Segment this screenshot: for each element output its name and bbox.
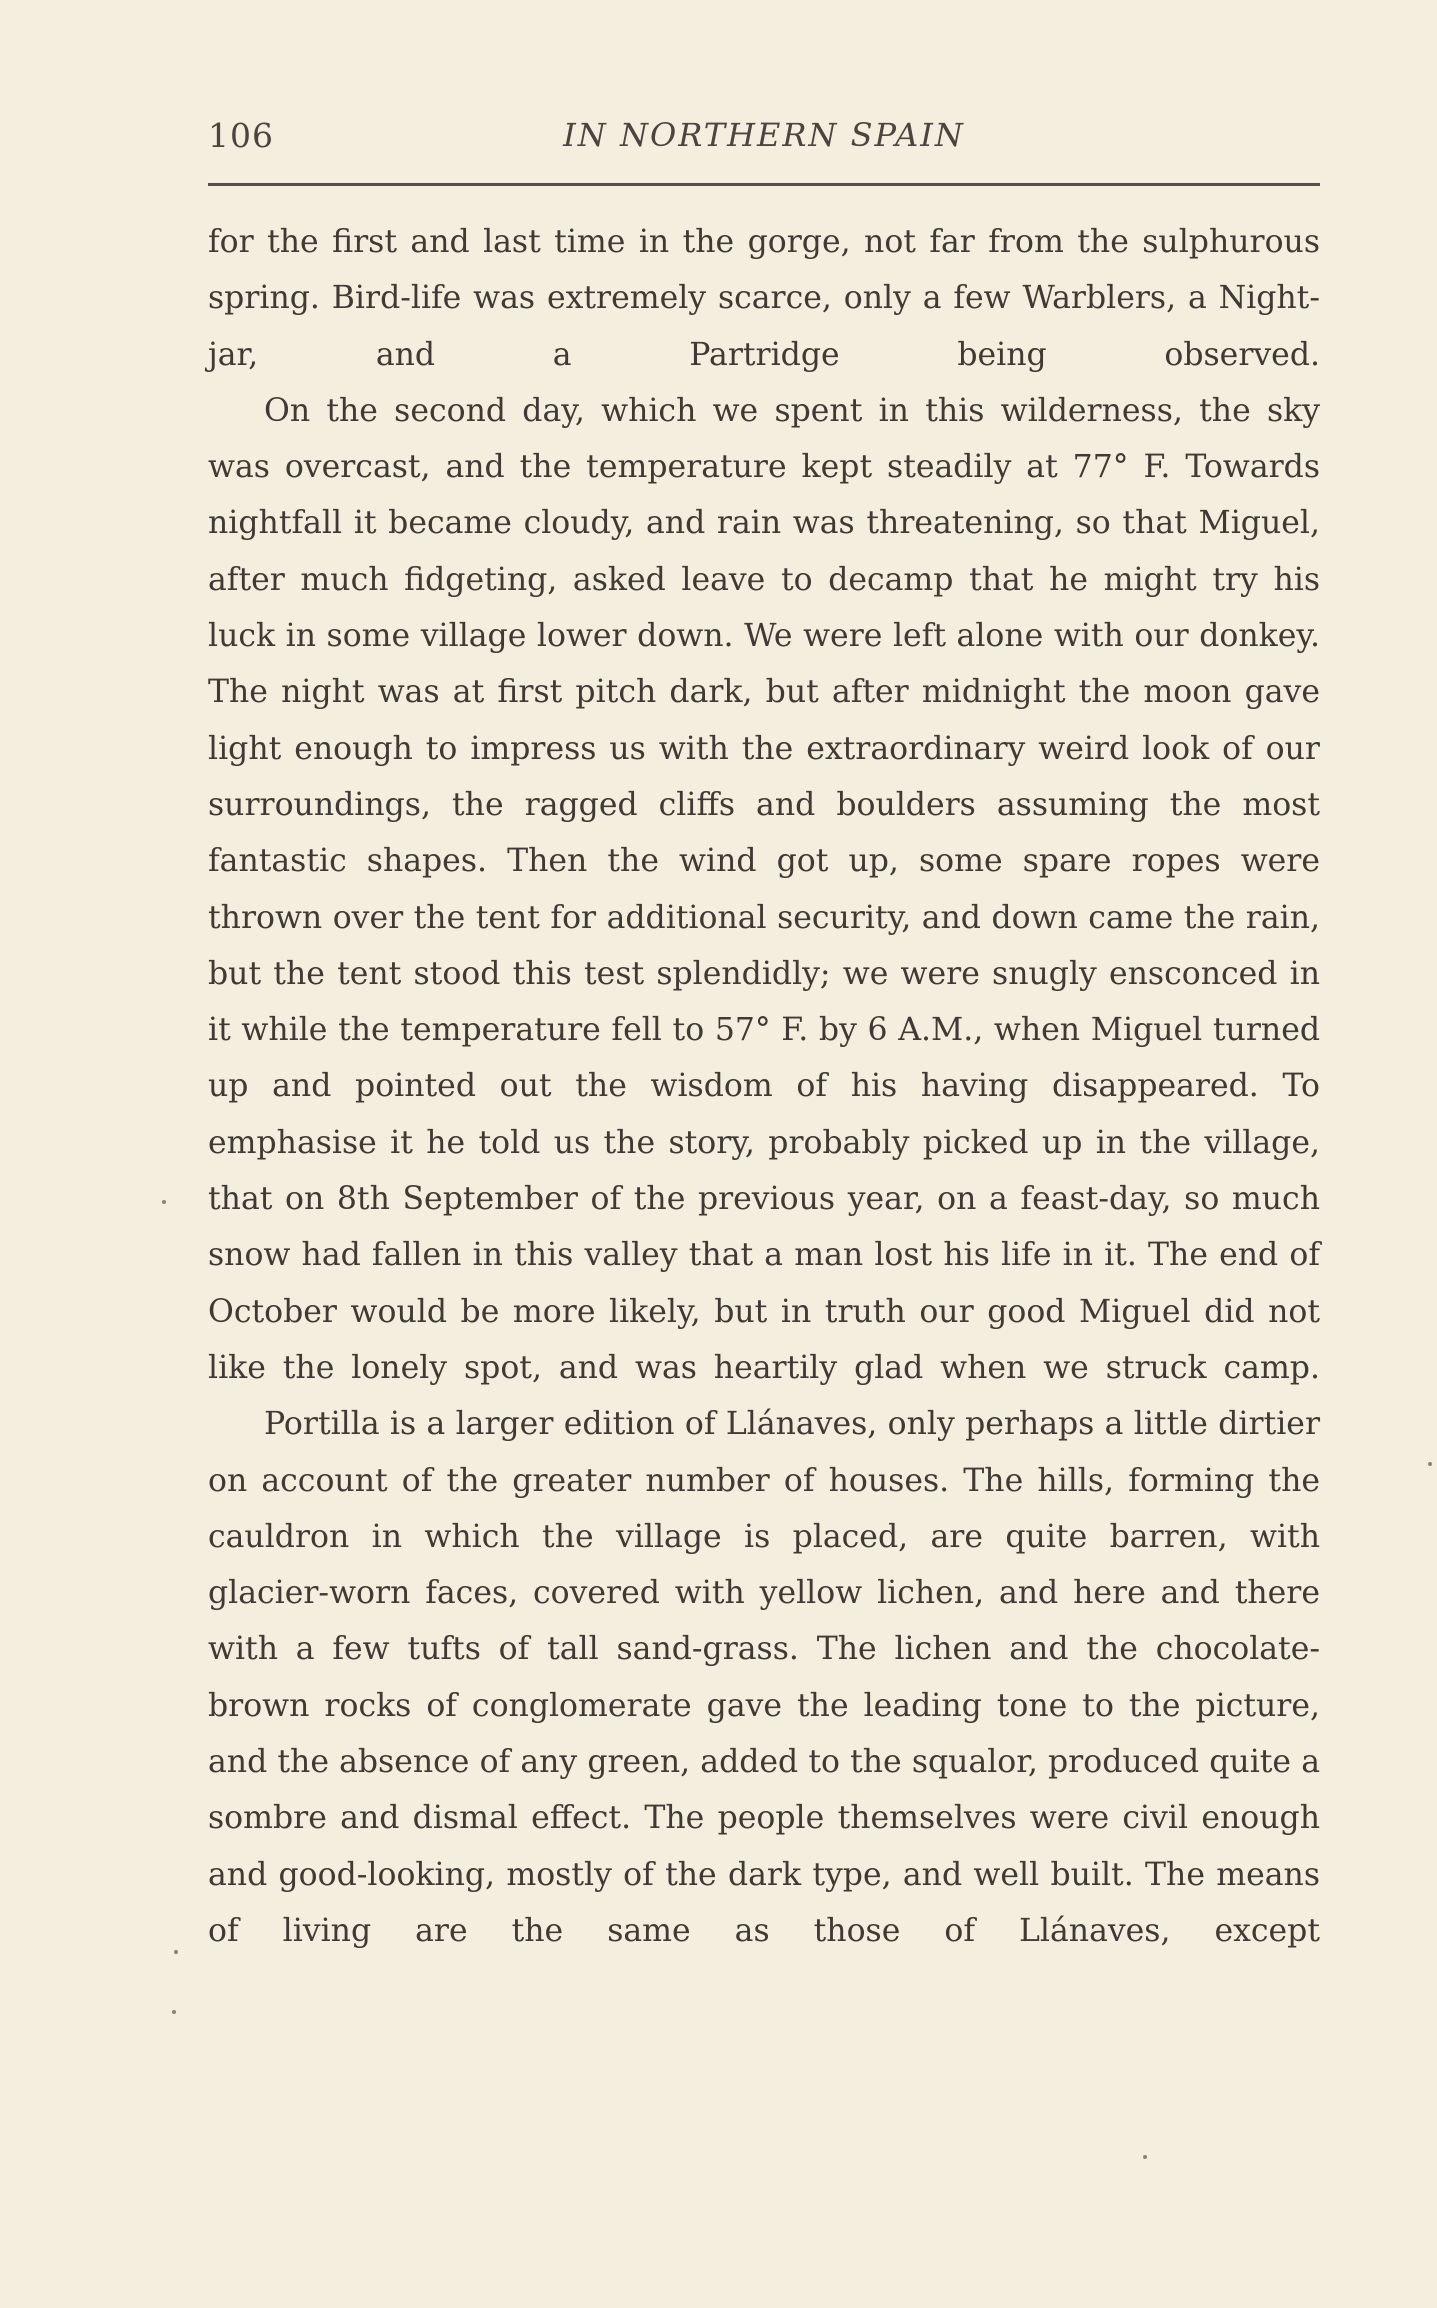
- page-number: 106: [208, 116, 274, 155]
- paper-speck: [174, 1950, 178, 1954]
- running-head: IN NORTHERN SPAIN: [563, 116, 965, 154]
- paragraph-2: On the second day, which we spent in this wilderness, the sky was overcast, and the temperature kept steadily at 77° F. Towards nightfall it became cloudy, and rain was threatening, so that Miguel, after much fidgeting, asked leave to decamp that he might try his luck in some village lower down. We were left alone with our donkey. The night was at first pitch dark, but after midnight the moon gave light enough to impress us with the extraordinary weird look of our surroundings, the ragged cliffs and boulders assuming the most fantastic shapes. Then the wind got up, some spare ropes were thrown over the tent for additional security, and down came the rain, but the tent stood this test splendidly; we were snugly ensconced in it while the temperature fell to 57° F. by 6 A.M., when Miguel turned up and pointed out the wisdom of his having disappeared. To emphasise it he told us the story, probably picked up in the village, that on 8th September of the previous year, on a feast-day, so much snow had fallen in this valley that a man lost his life in it. The end of October would be more likely, but in truth our good Miguel did not like the lonely spot, and was heartily glad when we struck camp.: [208, 392, 1320, 1386]
- paper-speck: [162, 1200, 166, 1204]
- paper-speck: [1428, 1462, 1432, 1466]
- paper-speck: [1143, 2155, 1147, 2159]
- body-text: [208, 214, 1320, 1959]
- header-rule: [208, 183, 1320, 186]
- paragraph-1: for the first and last time in the gorge, not far from the sulphurous spring. Bird-life was extremely scarce, only a few Warblers, a Night-jar, and a Partridge being observed.: [208, 224, 1320, 373]
- paragraph-3: Portilla is a larger edition of Llánaves, only perhaps a little dirtier on account of the greater number of houses. The hills, forming the cauldron in which the village is placed, are quite barren, with glacier-worn faces, covered with yellow lichen, and here and there with a few tufts of tall sand-grass. The lichen and the chocolate-brown rocks of conglomerate gave the leading tone to the picture, and the absence of any green, added to the squalor, produced quite a sombre and dismal effect. The people themselves were civil enough and good-looking, mostly of the dark type, and well built. The means of living are the same as those of Llánaves, except: [208, 1406, 1320, 1949]
- page-header: [208, 116, 1320, 164]
- paper-speck: [172, 2010, 176, 2014]
